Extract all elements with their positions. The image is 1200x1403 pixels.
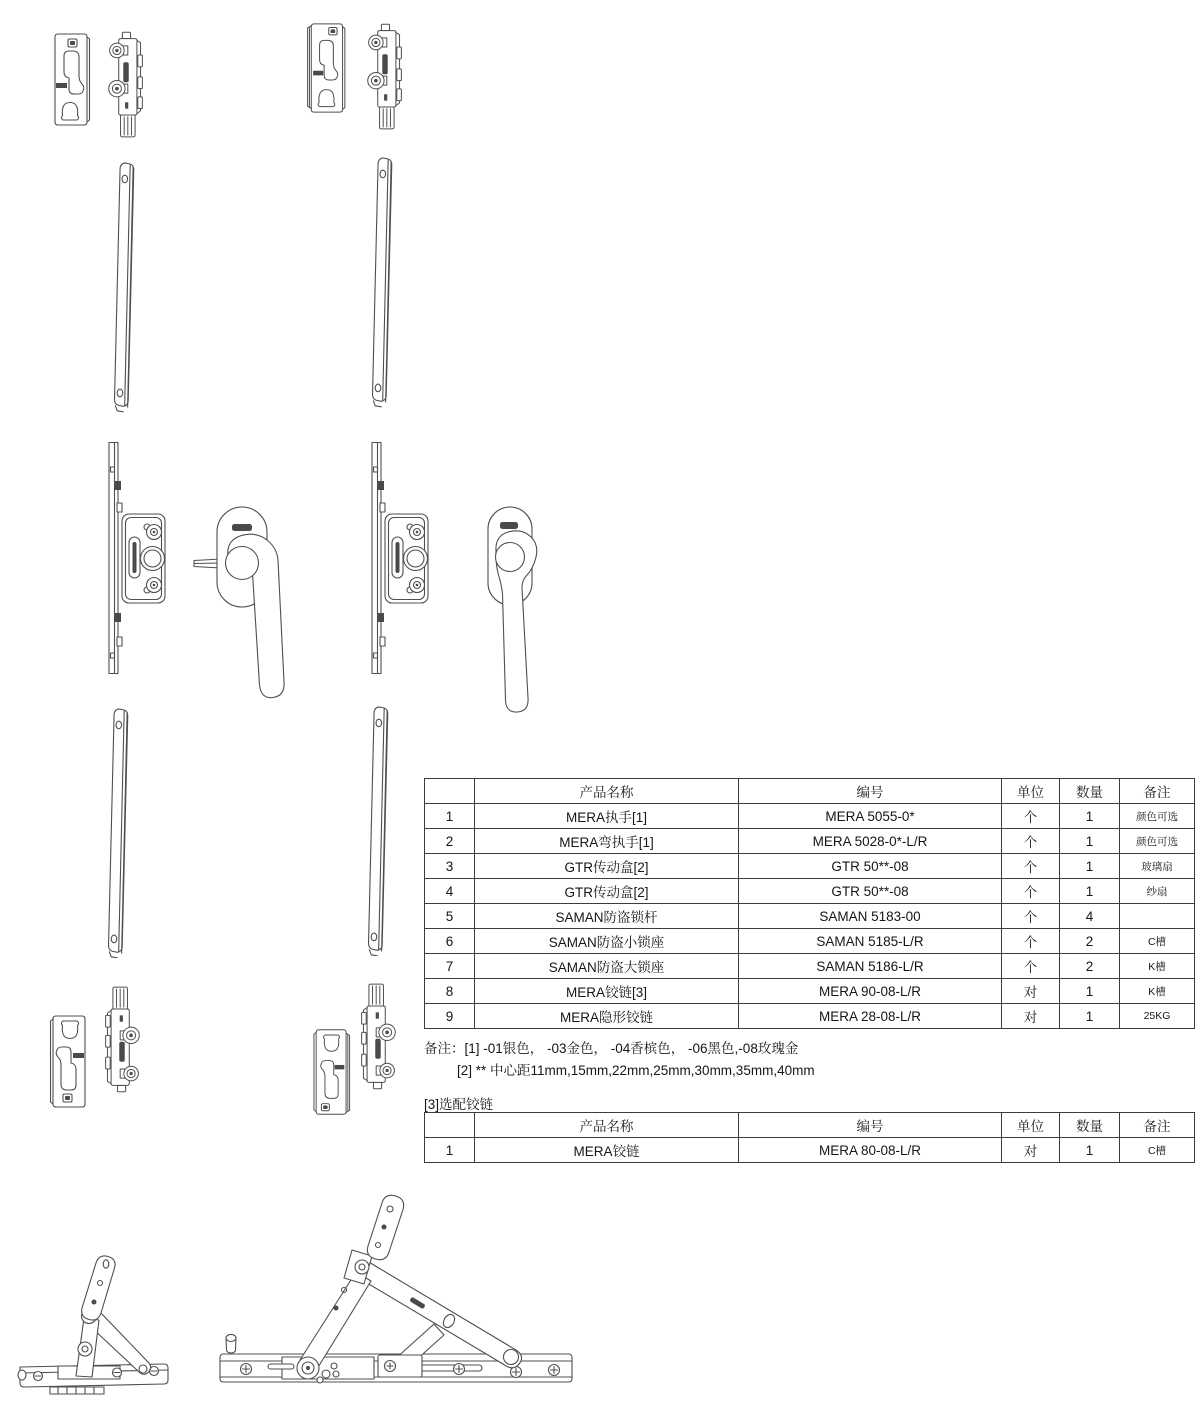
mera-handle-drawing (191, 503, 289, 715)
cell-qty: 2 (1060, 929, 1120, 954)
cell-unit: 个 (1002, 904, 1060, 929)
col-header-code: 编号 (739, 779, 1002, 804)
table-row (425, 854, 1195, 879)
cell-code: MERA 28-08-L/R (739, 1004, 1002, 1029)
cell-index: 1 (425, 804, 475, 829)
cell-remark: K槽 (1120, 979, 1195, 1004)
cell-code: MERA 5055-0* (739, 804, 1002, 829)
parts-table (424, 778, 1195, 1029)
col-header-unit: 单位 (1002, 779, 1060, 804)
cell-qty: 4 (1060, 904, 1120, 929)
cell-qty: 1 (1060, 804, 1120, 829)
gtr-gearbox-drawing (100, 441, 168, 676)
cell-index: 8 (425, 979, 475, 1004)
cell-name: SAMAN防盗小锁座 (475, 929, 739, 954)
cell-unit: 对 (1002, 979, 1060, 1004)
cell-index: 7 (425, 954, 475, 979)
cell-name: MERA弯执手[1] (475, 829, 739, 854)
cell-unit: 对 (1002, 1138, 1060, 1163)
cell-qty: 1 (1060, 1004, 1120, 1029)
table-row (425, 1138, 1195, 1163)
cell-remark: 颜色可选 (1120, 804, 1195, 829)
mera-curved-handle-drawing (466, 503, 548, 718)
cell-code: GTR 50**-08 (739, 879, 1002, 904)
anti-theft-small-keeper-drawing (52, 32, 92, 127)
anti-theft-small-keeper-drawing (48, 1014, 88, 1109)
table-row (425, 1004, 1195, 1029)
cell-unit: 对 (1002, 1004, 1060, 1029)
anti-theft-lock-rod-end-drawing (358, 982, 398, 1090)
table-header-row (425, 779, 1195, 804)
cell-index: 4 (425, 879, 475, 904)
col-header-qty: 数量 (1060, 1113, 1120, 1138)
note-color-options: 备注：[1] -01银色， -03金色， -04香槟色， -06黑色,-08玫瑰金 (424, 1041, 799, 1056)
gtr-gearbox-drawing (363, 441, 431, 676)
friction-stay-small-drawing (14, 1250, 172, 1400)
table-row (425, 954, 1195, 979)
cell-unit: 个 (1002, 879, 1060, 904)
col-header-name: 产品名称 (475, 1113, 739, 1138)
optional-hinge-table (424, 1112, 1195, 1163)
cell-index: 6 (425, 929, 475, 954)
cell-code: MERA 80-08-L/R (739, 1138, 1002, 1163)
cell-unit: 个 (1002, 854, 1060, 879)
col-header-index (425, 1113, 475, 1138)
cell-unit: 个 (1002, 954, 1060, 979)
cell-remark: 颜色可选 (1120, 829, 1195, 854)
cell-unit: 个 (1002, 929, 1060, 954)
cell-qty: 1 (1060, 879, 1120, 904)
col-header-unit: 单位 (1002, 1113, 1060, 1138)
cell-index: 2 (425, 829, 475, 854)
cell-remark: 25KG (1120, 1004, 1195, 1029)
cell-unit: 个 (1002, 804, 1060, 829)
table-row (425, 904, 1195, 929)
table-row (425, 879, 1195, 904)
cell-qty: 1 (1060, 1138, 1120, 1163)
cell-name: SAMAN防盗锁杆 (475, 904, 739, 929)
cell-index: 9 (425, 1004, 475, 1029)
cell-name: GTR传动盒[2] (475, 854, 739, 879)
table-row (425, 829, 1195, 854)
cell-code: MERA 90-08-L/R (739, 979, 1002, 1004)
lock-rod-bar-drawing (112, 158, 138, 414)
lock-rod-bar-drawing (366, 704, 392, 956)
table-row (425, 929, 1195, 954)
cell-code: SAMAN 5183-00 (739, 904, 1002, 929)
cell-code: SAMAN 5185-L/R (739, 929, 1002, 954)
cell-name: GTR传动盒[2] (475, 879, 739, 904)
cell-remark: 玻璃扇 (1120, 854, 1195, 879)
cell-name: MERA铰链[3] (475, 979, 739, 1004)
cell-qty: 1 (1060, 979, 1120, 1004)
cell-code: GTR 50**-08 (739, 854, 1002, 879)
col-header-remark: 备注 (1120, 779, 1195, 804)
col-header-qty: 数量 (1060, 779, 1120, 804)
table-header-row (425, 1113, 1195, 1138)
cell-qty: 2 (1060, 954, 1120, 979)
cell-qty: 1 (1060, 854, 1120, 879)
cell-qty: 1 (1060, 829, 1120, 854)
col-header-name: 产品名称 (475, 779, 739, 804)
col-header-code: 编号 (739, 1113, 1002, 1138)
lock-rod-bar-drawing (370, 153, 396, 409)
col-header-index (425, 779, 475, 804)
anti-theft-lock-rod-end-drawing (106, 27, 146, 143)
friction-stay-large-drawing (216, 1188, 578, 1403)
cell-code: SAMAN 5186-L/R (739, 954, 1002, 979)
cell-remark: C槽 (1120, 1138, 1195, 1163)
cell-index: 3 (425, 854, 475, 879)
lock-rod-bar-drawing (106, 706, 132, 958)
table-row (425, 804, 1195, 829)
cell-remark (1120, 904, 1195, 929)
cell-unit: 个 (1002, 829, 1060, 854)
cell-remark: C槽 (1120, 929, 1195, 954)
cell-name: MERA铰链 (475, 1138, 739, 1163)
cell-name: SAMAN防盗大锁座 (475, 954, 739, 979)
anti-theft-lock-rod-end-drawing (365, 21, 405, 133)
cell-remark: K槽 (1120, 954, 1195, 979)
cell-index: 1 (425, 1138, 475, 1163)
cell-code: MERA 5028-0*-L/R (739, 829, 1002, 854)
cell-remark: 纱扇 (1120, 879, 1195, 904)
anti-theft-large-keeper-drawing (310, 1024, 354, 1120)
note-optional-hinge-label: [3]选配铰链 (424, 1097, 494, 1112)
anti-theft-lock-rod-end-drawing (102, 984, 142, 1094)
anti-theft-large-keeper-drawing (303, 18, 349, 118)
table-row (425, 979, 1195, 1004)
cell-name: MERA隐形铰链 (475, 1004, 739, 1029)
cell-name: MERA执手[1] (475, 804, 739, 829)
note-center-distance: [2] ** 中心距11mm,15mm,22mm,25mm,30mm,35mm,40mm (457, 1063, 815, 1078)
col-header-remark: 备注 (1120, 1113, 1195, 1138)
cell-index: 5 (425, 904, 475, 929)
